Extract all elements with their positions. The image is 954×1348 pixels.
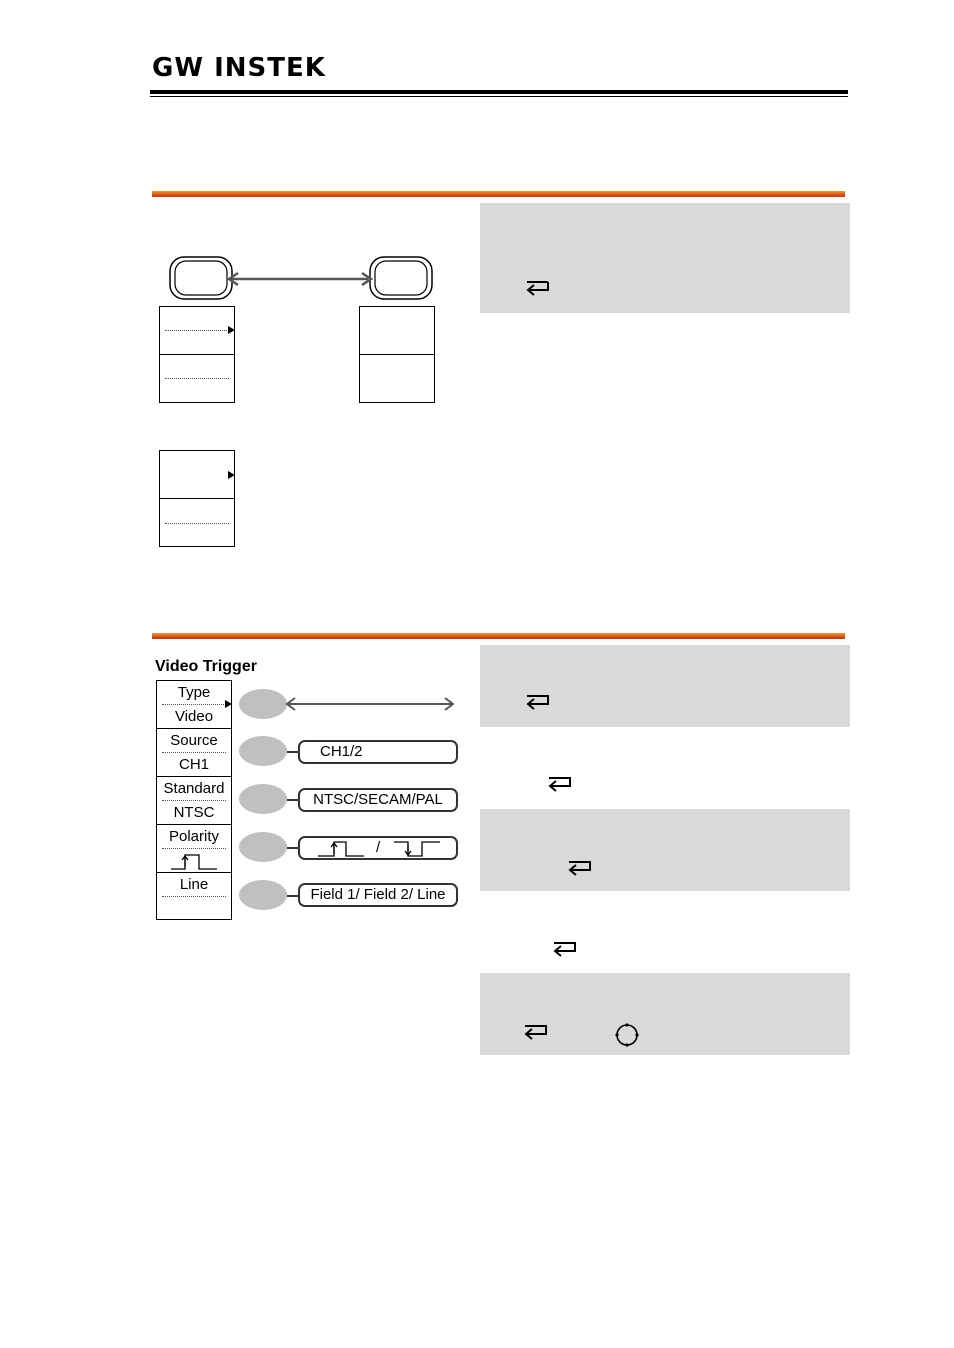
menu-item-type[interactable]: [157, 681, 231, 729]
soft-key-2[interactable]: [239, 736, 287, 766]
variable-knob-icon: [614, 1022, 640, 1048]
menu-item-label: Polarity: [168, 828, 220, 845]
menu-item-value: CH1: [178, 756, 209, 773]
positive-pulse-icon: [316, 839, 368, 859]
soft-key-5[interactable]: [239, 880, 287, 910]
menu-cell[interactable]: [360, 355, 434, 402]
soft-key-3[interactable]: [239, 784, 287, 814]
section-divider-2: [152, 633, 845, 639]
menu-cell[interactable]: [160, 499, 234, 546]
menu-panel-a: [159, 306, 235, 403]
menu-cell[interactable]: [160, 307, 234, 355]
submenu-arrow-icon: [225, 700, 232, 708]
enter-arrow-icon: [566, 859, 594, 881]
menu-item-label: Line: [179, 876, 209, 893]
soft-key-4[interactable]: [239, 832, 287, 862]
polarity-options-box: [298, 836, 458, 860]
submenu-arrow-icon: [228, 471, 235, 479]
header-rule-thin: [150, 96, 848, 97]
step-box-2: [480, 645, 850, 727]
step-box-4: [480, 973, 850, 1055]
negative-pulse-icon: [392, 839, 444, 859]
menu-panel-c: [159, 450, 235, 547]
menu-item-polarity[interactable]: [157, 825, 231, 873]
menu-item-label: Type: [177, 684, 211, 701]
menu-cell[interactable]: [160, 451, 234, 499]
menu-item-value: Video: [174, 708, 214, 725]
source-options-box: CH1/2: [298, 740, 458, 764]
positive-pulse-icon: [169, 851, 221, 871]
enter-arrow-icon: [524, 693, 552, 715]
standard-options-box: NTSC/SECAM/PAL: [298, 788, 458, 812]
menu-item-label: Standard: [163, 780, 225, 797]
polarity-separator: /: [376, 839, 381, 856]
type-double-arrow-icon: [284, 694, 456, 714]
menu-item-source[interactable]: [157, 729, 231, 777]
menu-cell[interactable]: [360, 307, 434, 355]
enter-arrow-icon: [522, 1023, 550, 1045]
double-arrow-icon: [226, 270, 374, 288]
soft-key-1[interactable]: [239, 689, 287, 719]
enter-arrow-icon: [546, 775, 574, 797]
menu-cell[interactable]: [160, 355, 234, 402]
video-trigger-menu: [156, 680, 232, 920]
menu-item-value: NTSC: [173, 804, 215, 821]
button-right-icon[interactable]: [368, 255, 434, 301]
menu-item-line[interactable]: [157, 873, 231, 919]
menu-item-standard[interactable]: [157, 777, 231, 825]
menu-panel-b: [359, 306, 435, 403]
company-logo: GW INSTEK: [152, 53, 326, 83]
panel-title: Video Trigger: [155, 658, 257, 675]
step-box-1: [480, 203, 850, 313]
section-divider-1: [152, 191, 845, 197]
menu-item-label: Source: [170, 732, 218, 749]
enter-arrow-icon: [551, 940, 579, 962]
button-left-icon[interactable]: [168, 255, 234, 301]
header-rule-thick: [150, 90, 848, 94]
line-options-box: Field 1/ Field 2/ Line: [298, 883, 458, 907]
submenu-arrow-icon: [228, 326, 235, 334]
enter-arrow-icon: [524, 279, 552, 301]
step-box-3: [480, 809, 850, 891]
